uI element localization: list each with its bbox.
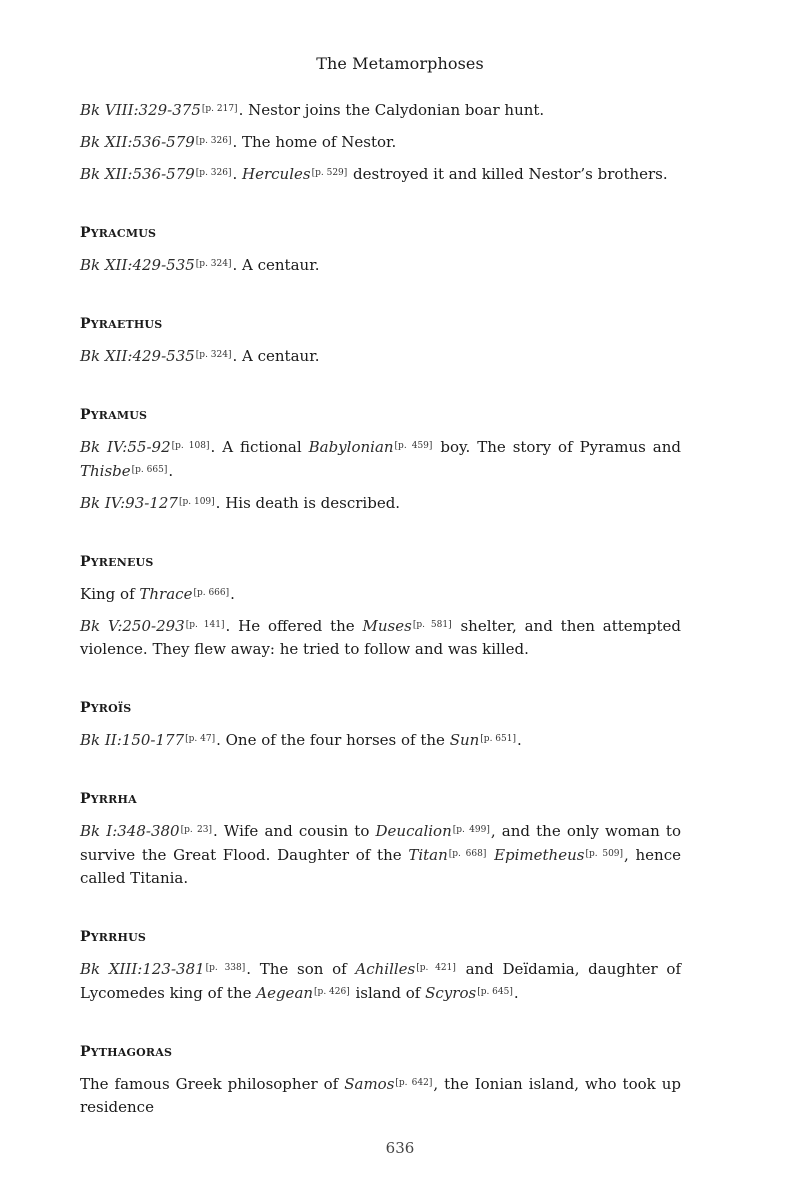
page-ref: [p. 108] [171, 441, 210, 451]
cross-reference-link[interactable]: Thrace [139, 585, 193, 603]
cross-reference-link[interactable]: Titan [408, 846, 448, 864]
text: . A fictional [210, 438, 309, 456]
heading-initial: P [80, 407, 91, 423]
text: . One of the four horses of the [216, 731, 450, 749]
page-ref: [p. 47] [185, 734, 216, 744]
book-reference-link[interactable]: Bk XII:429-535 [80, 347, 195, 365]
heading-initial: P [80, 791, 91, 807]
page-ref: [p. 668] [448, 849, 487, 859]
book-reference-link[interactable]: Bk XII:536-579 [80, 133, 195, 151]
page-ref: [p. 23] [180, 825, 212, 835]
heading-rest: YRRHA [90, 793, 137, 806]
cross-reference-link[interactable]: Babylonian [308, 438, 394, 456]
heading-initial: P [80, 929, 91, 945]
page-ref: [p. 109] [178, 497, 215, 507]
cross-reference-link[interactable]: Aegean [256, 984, 314, 1002]
page-ref: [p. 326] [195, 136, 232, 146]
paragraph [80, 728, 681, 752]
paragraph [80, 957, 681, 1005]
heading-initial: P [80, 1044, 91, 1060]
entry-nestor-continued [80, 98, 681, 186]
cross-reference-link[interactable]: Sun [449, 731, 480, 749]
text: King of [80, 585, 140, 603]
entry-heading [80, 405, 681, 426]
page-ref: [p. 326] [195, 168, 232, 178]
paragraph [80, 614, 681, 661]
page-ref: [p. 324] [195, 259, 232, 269]
cross-reference-link[interactable]: Scyros [425, 984, 477, 1002]
text: . [516, 731, 522, 749]
heading-rest: YRACMUS [90, 227, 157, 240]
cross-reference-link[interactable]: Hercules [242, 165, 311, 183]
heading-rest: YRRHUS [90, 931, 146, 944]
entry-pyramus [80, 405, 681, 515]
page-number: 636 [385, 1139, 415, 1157]
book-reference-link[interactable]: Bk IV:93-127 [80, 494, 178, 512]
heading-rest: YRAMUS [90, 409, 148, 422]
paragraph [80, 344, 681, 368]
text: . [230, 585, 235, 603]
page-content [80, 98, 681, 1119]
paragraph [80, 162, 681, 186]
paragraph [80, 1072, 681, 1119]
paragraph [80, 98, 681, 122]
page-ref: [p. 529] [311, 168, 348, 178]
book-reference-link[interactable]: Bk VIII:329-375 [80, 101, 201, 119]
text: . His death is described. [215, 494, 401, 512]
paragraph [80, 130, 681, 154]
book-reference-link[interactable]: Bk II:150-177 [80, 731, 185, 749]
entry-pyrrhus [80, 927, 681, 1005]
text: . The son of [246, 960, 356, 978]
book-reference-link[interactable]: Bk XII:536-579 [80, 165, 195, 183]
text: . [232, 165, 243, 183]
entry-heading [80, 698, 681, 719]
page-ref: [p. 141] [185, 620, 225, 630]
page-ref: [p. 581] [412, 620, 452, 630]
text: shelter, and then attempted violence. They flew away: he tried to follow and was killed. [80, 617, 681, 658]
paragraph [80, 435, 681, 483]
page-ref: [p. 642] [395, 1078, 433, 1088]
page-ref: [p. 666] [193, 588, 230, 598]
text: boy. The story of Pyramus and [433, 438, 681, 456]
cross-reference-link[interactable]: Deucalion [375, 822, 452, 840]
text: . The home of Nestor. [232, 133, 397, 151]
text: . Nestor joins the Calydonian boar hunt. [238, 101, 545, 119]
page-ref: [p. 459] [394, 441, 433, 451]
paragraph [80, 491, 681, 515]
book-reference-link[interactable]: Bk XIII:123-381 [80, 960, 205, 978]
heading-initial: P [80, 554, 91, 570]
entry-pyraethus [80, 314, 681, 368]
entry-heading [80, 552, 681, 573]
page-ref: [p. 217] [201, 104, 238, 114]
text: . [168, 462, 174, 480]
entry-heading [80, 927, 681, 948]
page-ref: [p. 645] [477, 987, 513, 997]
text: . A centaur. [232, 347, 320, 365]
text: destroyed it and killed Nestor’s brothers. [348, 165, 668, 183]
cross-reference-link[interactable]: Muses [362, 617, 412, 635]
paragraph [80, 253, 681, 277]
paragraph [80, 819, 681, 890]
page-ref: [p. 338] [205, 963, 246, 973]
entry-heading [80, 314, 681, 335]
entry-heading [80, 789, 681, 810]
running-head: The Metamorphoses [316, 54, 484, 73]
text: , hence called Titania. [80, 846, 681, 887]
text: island of [350, 984, 426, 1002]
page-ref: [p. 499] [452, 825, 490, 835]
page-ref: [p. 509] [585, 849, 624, 859]
heading-rest: YROÏS [90, 702, 132, 715]
heading-initial: P [80, 225, 91, 241]
page-ref: [p. 426] [314, 987, 350, 997]
entry-pyrrha [80, 789, 681, 890]
text: . Wife and cousin to [212, 822, 376, 840]
entry-pythagoras [80, 1042, 681, 1119]
text: . He offered the [225, 617, 363, 635]
cross-reference-link[interactable]: Achilles [355, 960, 416, 978]
heading-rest: YTHAGORAS [90, 1046, 173, 1059]
entry-heading [80, 223, 681, 244]
text: , the Ionian island, who took up residence [80, 1075, 682, 1116]
heading-initial: P [80, 700, 91, 716]
entry-pyreneus [80, 552, 681, 661]
page-ref: [p. 651] [480, 734, 516, 744]
text: and Deïdamia, daughter of Lycomedes king of the [80, 960, 681, 1002]
entry-heading [80, 1042, 681, 1063]
page-ref: [p. 665] [131, 465, 168, 475]
paragraph [80, 582, 681, 606]
text: . [513, 984, 519, 1002]
entry-pyrois [80, 698, 681, 752]
entry-pyracmus [80, 223, 681, 277]
heading-rest: YRAETHUS [90, 318, 163, 331]
book-reference-link[interactable]: Bk IV:55-92 [80, 438, 171, 456]
book-reference-link[interactable]: Bk I:348-380 [80, 822, 180, 840]
cross-reference-link[interactable]: Epimetheus [494, 846, 585, 864]
heading-rest: YRENEUS [90, 556, 154, 569]
heading-initial: P [80, 316, 91, 332]
book-reference-link[interactable]: Bk XII:429-535 [80, 256, 195, 274]
page-ref: [p. 421] [416, 963, 456, 973]
cross-reference-link[interactable]: Samos [344, 1075, 395, 1093]
cross-reference-link[interactable]: Thisbe [80, 462, 131, 480]
page-ref: [p. 324] [195, 350, 232, 360]
text: . A centaur. [232, 256, 320, 274]
text: The famous Greek philosopher of [80, 1075, 345, 1093]
book-reference-link[interactable]: Bk V:250-293 [80, 617, 185, 635]
text: , and the only woman to survive the Great Flood. Daughter of the [80, 822, 681, 864]
